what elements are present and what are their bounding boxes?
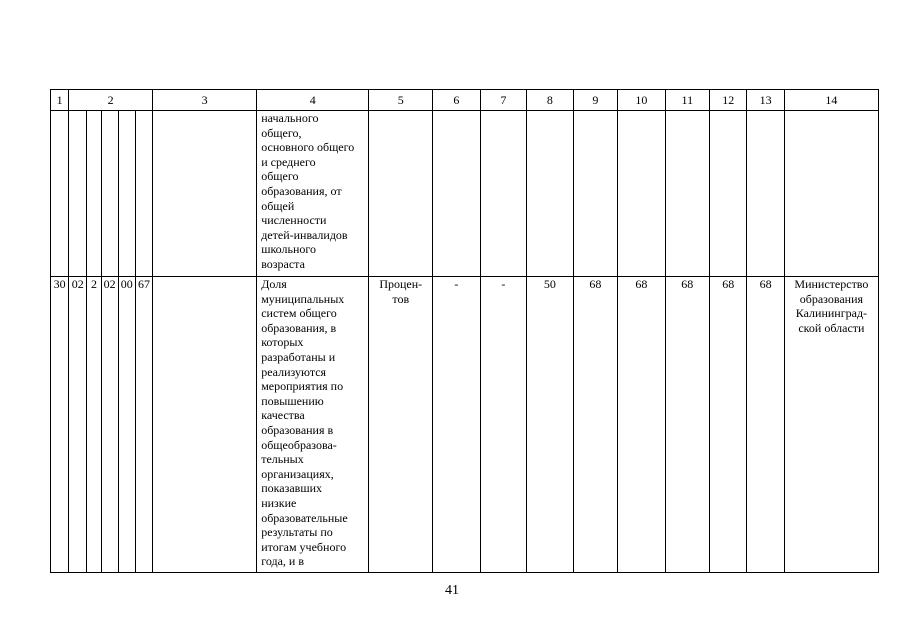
code-cell [51,111,69,277]
indicator-line: школьного [261,242,317,257]
responsible-line: Министерство [794,277,869,291]
indicator-line: показавших [261,481,322,496]
page-number: 41 [445,583,459,598]
value-cell [573,111,617,277]
program-cell [153,277,257,573]
indicator-line: тельных [261,452,304,467]
value-cell: 68 [573,277,617,573]
header-col-4: 4 [257,90,369,111]
indicator-line: систем общего [261,306,337,321]
indicator-line: численности [261,213,327,228]
header-col-3: 3 [153,90,257,111]
indicator-line: итогам учебного [261,539,347,554]
indicator-line: повышению [261,393,324,408]
code-cell [135,111,152,277]
header-col-1: 1 [51,90,69,111]
header-col-14: 14 [784,90,878,111]
unit-line: Процен- [379,277,423,291]
indicator-line: общей [261,198,295,213]
value-cell [527,111,574,277]
indicator-line: реализуются [261,364,327,379]
indicator-line: основного общего [261,140,355,155]
indicator-line: образования, в [261,320,337,335]
responsible-line: ской области [798,320,865,335]
indicator-line: начального [261,111,319,125]
indicator-line: возраста [261,256,305,271]
indicators-table [50,89,879,573]
indicator-line: организациях, [261,466,334,481]
value-cell: 50 [527,277,574,573]
indicator-line: образования, от [261,183,342,198]
value-cell: - [480,277,527,573]
code-cell: 02 [69,277,87,573]
header-col-8: 8 [527,90,574,111]
header-col-11: 11 [665,90,709,111]
value-cell: 68 [618,277,666,573]
indicator-line: общего, [261,125,302,140]
indicator-line: образовательные [261,510,348,525]
indicator-line: и среднего [261,154,316,169]
responsible-cell [784,277,878,573]
code-cell [118,111,135,277]
header-col-7: 7 [480,90,527,111]
program-cell [153,111,257,277]
indicator-line: муниципальных [261,291,345,306]
indicator-line: мероприятия по [261,379,344,394]
value-cell: 68 [710,277,747,573]
value-cell [747,111,784,277]
value-cell: - [433,277,481,573]
unit-cell [369,277,433,573]
header-col-6: 6 [433,90,481,111]
indicator-line: качества [261,408,305,423]
code-cell: 67 [135,277,152,573]
indicator-name-cell [257,277,369,573]
header-row [51,90,879,111]
value-cell: 68 [747,277,784,573]
code-cell [69,111,87,277]
indicator-line: года, и в [261,554,304,569]
header-col-9: 9 [573,90,617,111]
header-col-12: 12 [710,90,747,111]
responsible-line: образования [799,291,864,306]
indicator-line: общего [261,169,299,184]
table-row [51,277,879,573]
code-cell: 02 [101,277,118,573]
indicator-line: разработаны и [261,349,336,364]
indicator-line: результаты по [261,525,333,540]
indicator-line: низкие [261,495,297,510]
code-cell: 2 [87,277,101,573]
header-col-10: 10 [618,90,666,111]
unit-line: тов [392,291,410,306]
header-col-13: 13 [747,90,784,111]
table-row [51,111,879,277]
indicator-name-cell [257,111,369,277]
value-cell [618,111,666,277]
value-cell [710,111,747,277]
code-cell [87,111,101,277]
value-cell [480,111,527,277]
unit-cell [369,111,433,277]
indicator-line: образования в [261,422,334,437]
code-cell [101,111,118,277]
responsible-line: Калининград- [795,306,868,321]
code-cell: 30 [51,277,69,573]
value-cell: 68 [665,277,709,573]
indicator-line: общеобразова- [261,437,337,452]
code-cell: 00 [118,277,135,573]
value-cell [665,111,709,277]
header-col-5: 5 [369,90,433,111]
value-cell [433,111,481,277]
responsible-cell [784,111,878,277]
indicator-line: Доля [261,277,287,291]
indicator-line: детей-инвалидов [261,227,348,242]
indicator-line: которых [261,335,304,350]
header-col-2: 2 [69,90,153,111]
